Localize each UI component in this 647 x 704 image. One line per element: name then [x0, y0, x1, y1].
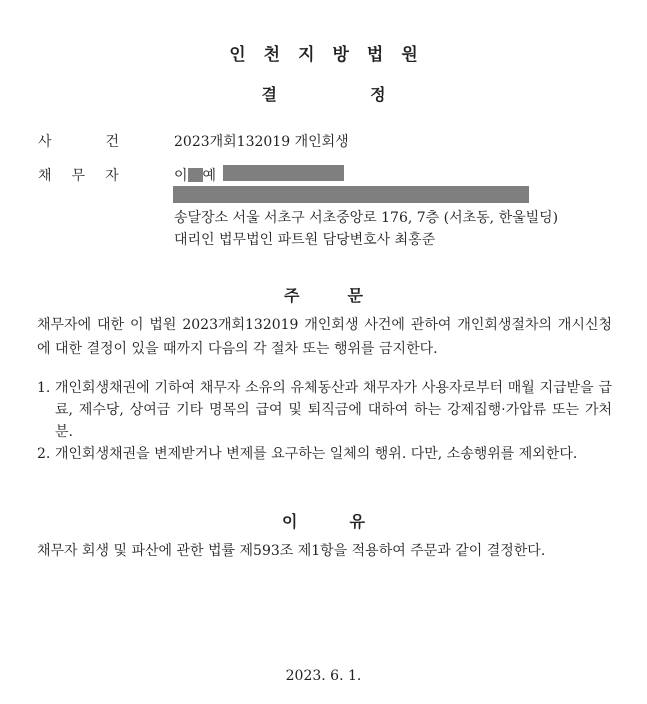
redaction-block [173, 186, 529, 203]
title-char-1: 결 [261, 85, 277, 104]
decision-date: 2023. 6. 1. [285, 668, 362, 684]
debtor-label: 채 무 자 [38, 168, 119, 184]
case-value: 2023개회132019 개인회생 [174, 134, 349, 150]
reason-text: 채무자 회생 및 파산에 관한 법률 제593조 제1항을 적용하여 주문과 같이 결정한다. [37, 543, 546, 559]
list-item: 1. 개인회생채권에 기하여 채무자 소유의 유체동산과 채무자가 사용자로부터 매월 지급받을 급료, 제수당, 상여금 기타 명목의 급여 및 퇴직금에 대하여 하는 강제집행·가압류 또는 가처분. [37, 380, 612, 440]
title-char-2: 정 [370, 85, 386, 104]
debtor-name-prefix: 이 [174, 168, 188, 184]
debtor-name [174, 165, 216, 185]
redaction-block [223, 165, 344, 181]
redaction-block [188, 168, 203, 182]
document-title [0, 82, 647, 105]
legal-agent: 대리인 법무법인 파트원 담당변호사 최홍준 [174, 232, 436, 248]
order-text: 채무자에 대한 이 법원 2023개회132019 개인회생 사건에 관하여 개인회생절차의 개시신청에 대한 결정이 있을 때까지 다음의 각 절차 또는 행위를 금지한다. [37, 317, 612, 357]
list-item: 2. 개인회생채권을 변제받거나 변제를 요구하는 일체의 행위. 다만, 소송행위를 제외한다. [37, 446, 578, 462]
prohibited-acts-list [37, 377, 612, 465]
order-heading: 주 문 [284, 286, 363, 305]
delivery-address: 송달장소 서울 서초구 서초중앙로 176, 7층 (서초동, 한울빌딩) [174, 210, 559, 226]
debtor-name-suffix: 예 [202, 168, 217, 184]
court-name: 인천지방법원 [229, 45, 436, 65]
reason-heading: 이 유 [282, 512, 365, 531]
case-label: 사 건 [38, 134, 120, 150]
